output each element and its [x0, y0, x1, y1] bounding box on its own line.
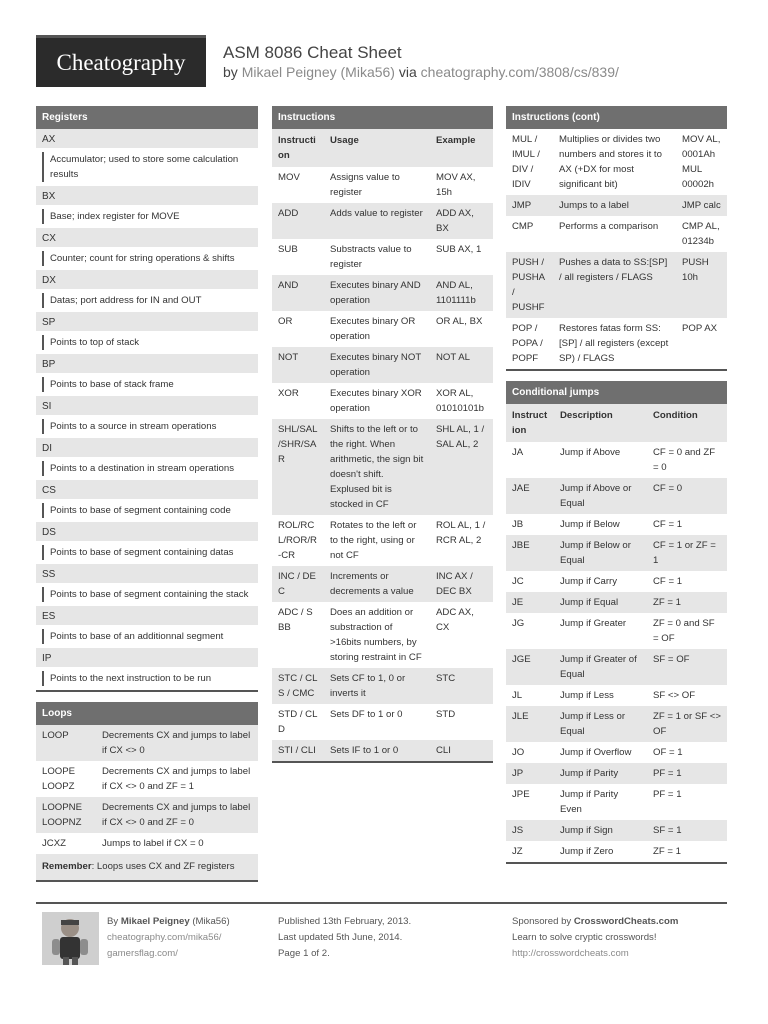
- col-header-condition: Condition: [647, 404, 727, 442]
- instruction-usage: Rotates to the left or to the right, using or not CF: [330, 520, 417, 561]
- instruction-name: ADC / SBB: [278, 607, 313, 633]
- cheatography-logo[interactable]: Cheatography: [36, 35, 206, 87]
- column-3: [506, 106, 727, 874]
- col-header-example: Example: [430, 129, 493, 167]
- remember-text: : Loops uses CX and ZF registers: [91, 861, 235, 872]
- loop-row: [36, 797, 258, 833]
- instructions-cont-panel: [506, 106, 727, 371]
- jump-row: [506, 820, 727, 841]
- jump-description: Jump if Sign: [554, 820, 647, 841]
- footer-author-name[interactable]: Mikael Peigney: [120, 916, 190, 927]
- loop-description: Jumps to label if CX = 0: [102, 838, 204, 849]
- footer-author: [107, 914, 230, 962]
- register-description-text: Points to base of segment containing the stack: [42, 587, 252, 602]
- instruction-name: SUB: [278, 244, 298, 255]
- instruction-example: STC: [430, 668, 493, 704]
- jump-description: Jump if Parity Even: [560, 789, 619, 815]
- instruction-row: [272, 515, 493, 566]
- instructions-cont-title: Instructions (cont): [506, 106, 727, 129]
- loop-description: Decrements CX and jumps to label if CX <> 0: [96, 725, 258, 761]
- avatar-figure-icon: [42, 912, 99, 965]
- jump-row: [506, 535, 727, 571]
- loop-row: [36, 725, 258, 761]
- page-title: ASM 8086 Cheat Sheet: [223, 43, 402, 62]
- footer-sponsor: [512, 914, 678, 962]
- register-description: [36, 625, 258, 648]
- register-description: [36, 457, 258, 480]
- register-description: [36, 499, 258, 522]
- jump-description: Jump if Above or Equal: [554, 478, 647, 514]
- instruction-name: STI / CLI: [272, 740, 324, 761]
- register-name: CS: [36, 480, 258, 499]
- instruction-example: CLI: [430, 740, 493, 761]
- register-name: BX: [36, 186, 258, 205]
- jump-description: Jump if Greater: [560, 618, 627, 629]
- instructions-cont-table: [506, 129, 727, 369]
- footer-sponsor-name[interactable]: CrosswordCheats.com: [573, 916, 679, 927]
- instruction-example: NOT AL: [430, 347, 493, 383]
- jump-condition: CF = 0: [647, 478, 727, 514]
- instruction-example: MOV AL, 0001Ah MUL 00002h: [682, 134, 721, 190]
- jump-instruction: JG: [512, 618, 525, 629]
- instruction-name: STD / CLD: [278, 709, 318, 735]
- instruction-row: [506, 216, 727, 252]
- instruction-row: [272, 203, 493, 239]
- instruction-row: [272, 419, 493, 515]
- loop-row: [36, 761, 258, 797]
- instructions-title: Instructions: [272, 106, 493, 129]
- jump-row: [506, 742, 727, 763]
- register-description: [36, 289, 258, 312]
- jump-row: [506, 613, 727, 649]
- instruction-row: [506, 129, 727, 195]
- register-description: [36, 583, 258, 606]
- instruction-usage: Assigns value to register: [330, 172, 400, 198]
- instruction-example: STD: [436, 709, 456, 720]
- jump-row: [506, 571, 727, 592]
- jump-row: [506, 478, 727, 514]
- col-header-usage: Usage: [324, 129, 430, 167]
- instruction-row: [506, 195, 727, 216]
- instruction-example: SUB AX, 1: [436, 244, 482, 255]
- register-description-text: Points to base of stack frame: [42, 377, 252, 392]
- jump-instruction: JP: [506, 763, 554, 784]
- registers-panel: [36, 106, 258, 692]
- jump-row: [506, 706, 727, 742]
- instruction-row: [272, 239, 493, 275]
- instruction-name: ROL/RCL/ROR/R-CR: [278, 520, 317, 561]
- col-header-instruction: Instruction: [506, 404, 554, 442]
- instructions-panel: [272, 106, 493, 763]
- register-name: SI: [36, 396, 258, 415]
- jump-condition: CF = 1: [653, 519, 683, 530]
- footer-sponsored-label: Sponsored by: [512, 916, 572, 927]
- register-description: [36, 247, 258, 270]
- register-description-text: Datas; port address for IN and OUT: [42, 293, 252, 308]
- instruction-example: JMP calc: [676, 195, 727, 216]
- jump-instruction: JA: [512, 447, 524, 458]
- loops-title: Loops: [36, 702, 258, 725]
- instruction-usage: Shifts to the left or to the right. When arithmetic, the sign bit doesn't shift. Explused bit is stocked in CF: [324, 419, 430, 515]
- jump-condition: SF = OF: [647, 649, 727, 685]
- jump-condition: ZF = 1: [653, 846, 681, 857]
- jump-instruction: JGE: [506, 649, 554, 685]
- jump-row: [506, 784, 727, 820]
- conditional-jumps-title: Conditional jumps: [506, 381, 727, 404]
- jump-description: Jump if Below: [560, 519, 620, 530]
- by-label: by: [223, 64, 238, 80]
- instruction-row: [272, 602, 493, 668]
- loops-panel: [36, 702, 258, 882]
- page-subtitle: [223, 64, 619, 80]
- instruction-example: CMP AL, 01234b: [682, 221, 720, 247]
- instruction-name: POP / POPA / POPF: [512, 323, 543, 364]
- instruction-name: MUL / IMUL / DIV / IDIV: [512, 134, 540, 190]
- instruction-example: OR AL, BX: [436, 316, 483, 327]
- jump-description: Jump if Less: [560, 690, 614, 701]
- register-name: DX: [36, 270, 258, 289]
- instruction-example: MOV AX, 15h: [436, 172, 476, 198]
- instructions-table: [272, 129, 493, 761]
- jump-description: Jump if Equal: [554, 592, 647, 613]
- instruction-row: [272, 347, 493, 383]
- register-description-text: Points to top of stack: [42, 335, 252, 350]
- instruction-name: NOT: [272, 347, 324, 383]
- instruction-usage: Restores fatas form SS:[SP] / all registers (except SP) / FLAGS: [559, 323, 669, 364]
- register-description: [36, 667, 258, 690]
- footer-sponsor-tagline: Learn to solve cryptic crosswords!: [512, 932, 657, 943]
- footer-by: By: [107, 916, 119, 927]
- footer-publication: [278, 914, 411, 962]
- jump-condition: ZF = 1 or SF <> OF: [647, 706, 727, 742]
- register-description-text: Base; index register for MOVE: [42, 209, 252, 224]
- instruction-name: MOV: [278, 172, 300, 183]
- jump-row: [506, 649, 727, 685]
- instruction-usage: Sets CF to 1, 0 or inverts it: [324, 668, 430, 704]
- col-header-description: Description: [554, 404, 647, 442]
- register-name: SP: [36, 312, 258, 331]
- footer-author-link-2[interactable]: gamersflag.com/: [107, 948, 178, 959]
- instruction-row: [272, 740, 493, 761]
- register-description: [36, 205, 258, 228]
- register-description: [36, 148, 258, 186]
- jump-instruction: JC: [512, 576, 524, 587]
- register-name: SS: [36, 564, 258, 583]
- instruction-example: AND AL, 1101111b: [430, 275, 493, 311]
- instruction-name: STC / CLS / CMC: [272, 668, 324, 704]
- jump-instruction: JZ: [512, 846, 523, 857]
- register-name: DS: [36, 522, 258, 541]
- instruction-name: SHL/SAL /SHR/SAR: [272, 419, 324, 515]
- jump-condition: ZF = 1: [647, 592, 727, 613]
- loop-instruction: JCXZ: [42, 838, 66, 849]
- jump-condition: ZF = 0 and SF = OF: [653, 618, 715, 644]
- instruction-row: [272, 566, 493, 602]
- register-name: BP: [36, 354, 258, 373]
- jump-description: Jump if Greater of Equal: [554, 649, 647, 685]
- via-label: via: [398, 64, 417, 80]
- remember-label: Remember: [42, 861, 92, 872]
- instruction-name: JMP: [506, 195, 553, 216]
- register-description-text: Points to the next instruction to be run: [42, 671, 252, 686]
- jump-instruction: JE: [506, 592, 554, 613]
- jump-row: [506, 763, 727, 784]
- jump-description: Jump if Zero: [560, 846, 614, 857]
- loop-row: [36, 833, 258, 854]
- jump-description: Jump if Carry: [560, 576, 618, 587]
- registers-list: [36, 129, 258, 690]
- footer-author-handle: (Mika56): [192, 916, 230, 927]
- footer-updated: Last updated 5th June, 2014.: [278, 932, 403, 943]
- instruction-usage: Multiplies or divides two numbers and stores it to AX (+DX for most significant bit): [559, 134, 662, 190]
- instruction-usage: Pushes a data to SS:[SP] / all registers / FLAGS: [553, 252, 676, 318]
- register-description: [36, 331, 258, 354]
- jump-row: [506, 514, 727, 535]
- jump-instruction: JPE: [512, 789, 530, 800]
- column-2: [272, 106, 493, 773]
- instruction-example: XOR AL, 01010101b: [436, 388, 485, 414]
- instruction-row: [272, 668, 493, 704]
- jump-instruction: JO: [512, 747, 525, 758]
- register-description: [36, 415, 258, 438]
- loop-description: Decrements CX and jumps to label if CX <> 0 and ZF = 0: [96, 797, 258, 833]
- instruction-usage: Sets IF to 1 or 0: [324, 740, 430, 761]
- register-description-text: Points to base of segment containing code: [42, 503, 252, 518]
- jump-instruction: JBE: [506, 535, 554, 571]
- instruction-row: [506, 318, 727, 369]
- instruction-usage: Substracts value to register: [330, 244, 412, 270]
- footer-sponsor-url[interactable]: http://crosswordcheats.com: [512, 948, 629, 959]
- register-name: ES: [36, 606, 258, 625]
- jump-description: Jump if Above: [560, 447, 621, 458]
- jump-condition: OF = 1: [653, 747, 683, 758]
- footer-page: Page 1 of 2.: [278, 948, 330, 959]
- register-name: IP: [36, 648, 258, 667]
- loops-remember: [36, 854, 258, 880]
- instruction-example: INC AX / DEC BX: [430, 566, 493, 602]
- loop-description: Decrements CX and jumps to label if CX <> 0 and ZF = 1: [102, 766, 251, 792]
- footer: [36, 902, 727, 982]
- footer-author-link-1[interactable]: cheatography.com/mika56/: [107, 932, 222, 943]
- jump-description: Jump if Below or Equal: [554, 535, 647, 571]
- instruction-name: INC / DEC: [272, 566, 324, 602]
- jump-row: [506, 685, 727, 706]
- jump-condition: PF = 1: [653, 789, 682, 800]
- register-name: DI: [36, 438, 258, 457]
- instruction-usage: Adds value to register: [324, 203, 430, 239]
- conditional-jumps-table: [506, 404, 727, 862]
- instruction-row: [272, 704, 493, 740]
- author-link[interactable]: Mikael Peigney (Mika56): [241, 64, 395, 80]
- footer-published: Published 13th February, 2013.: [278, 916, 412, 927]
- register-description-text: Accumulator; used to store some calculation results: [42, 152, 252, 182]
- jump-condition: SF <> OF: [653, 690, 696, 701]
- register-description-text: Points to base of segment containing datas: [42, 545, 252, 560]
- register-name: AX: [36, 129, 258, 148]
- register-description-text: Points to a destination in stream operations: [42, 461, 252, 476]
- register-description-text: Points to base of an additionnal segment: [42, 629, 252, 644]
- instruction-row: [506, 252, 727, 318]
- instruction-usage: Jumps to a label: [553, 195, 676, 216]
- instruction-name: AND: [272, 275, 324, 311]
- instruction-row: [272, 167, 493, 203]
- loops-table: [36, 725, 258, 854]
- instruction-row: [272, 383, 493, 419]
- instruction-example: ADC AX, CX: [436, 607, 474, 633]
- instruction-example: POP AX: [682, 323, 718, 334]
- loop-instruction: LOOPE LOOPZ: [42, 766, 76, 792]
- instruction-usage: Executes binary OR operation: [330, 316, 416, 342]
- column-1: [36, 106, 258, 892]
- conditional-jumps-panel: [506, 381, 727, 864]
- jump-row: [506, 442, 727, 478]
- instruction-name: OR: [278, 316, 293, 327]
- instruction-example: PUSH 10h: [676, 252, 727, 318]
- jump-instruction: JAE: [506, 478, 554, 514]
- register-description-text: Points to a source in stream operations: [42, 419, 252, 434]
- jump-condition: CF = 1 or ZF = 1: [647, 535, 727, 571]
- instruction-usage: Executes binary NOT operation: [324, 347, 430, 383]
- jump-description: Jump if Less or Equal: [554, 706, 647, 742]
- jump-condition: CF = 0 and ZF = 0: [653, 447, 716, 473]
- jump-row: [506, 592, 727, 613]
- instruction-usage: Sets DF to 1 or 0: [330, 709, 403, 720]
- instruction-usage: Does an addition or substraction of >16bits numbers, by storing restraint in CF: [330, 607, 422, 663]
- registers-title: Registers: [36, 106, 258, 129]
- jump-description: Jump if Overflow: [560, 747, 632, 758]
- jump-row: [506, 841, 727, 862]
- jump-instruction: JB: [512, 519, 524, 530]
- instruction-usage: Executes binary XOR operation: [330, 388, 422, 414]
- instruction-usage: Increments or decrements a value: [324, 566, 430, 602]
- instruction-example: ADD AX, BX: [430, 203, 493, 239]
- jump-description: Jump if Parity: [554, 763, 647, 784]
- jump-condition: PF = 1: [647, 763, 727, 784]
- loop-instruction: LOOPNE LOOPNZ: [36, 797, 96, 833]
- register-description: [36, 373, 258, 396]
- instruction-example: ROL AL, 1 / RCR AL, 2: [436, 520, 486, 546]
- register-description-text: Counter; count for string operations & shifts: [42, 251, 252, 266]
- col-header-instruction: Instruction: [272, 129, 324, 167]
- sheet-url-link[interactable]: cheatography.com/3808/cs/839/: [420, 64, 619, 80]
- instruction-usage: Executes binary AND operation: [324, 275, 430, 311]
- jump-condition: CF = 1: [653, 576, 683, 587]
- author-avatar[interactable]: [42, 912, 99, 965]
- instruction-name: ADD: [272, 203, 324, 239]
- instruction-name: XOR: [278, 388, 299, 399]
- instruction-row: [272, 275, 493, 311]
- jump-instruction: JL: [512, 690, 523, 701]
- instruction-name: PUSH / PUSHA / PUSHF: [506, 252, 553, 318]
- jump-instruction: JS: [506, 820, 554, 841]
- instruction-example: SHL AL, 1 / SAL AL, 2: [430, 419, 493, 515]
- jump-instruction: JLE: [506, 706, 554, 742]
- register-name: CX: [36, 228, 258, 247]
- jump-condition: SF = 1: [647, 820, 727, 841]
- instruction-name: CMP: [512, 221, 534, 232]
- instruction-row: [272, 311, 493, 347]
- instruction-usage: Performs a comparison: [559, 221, 659, 232]
- register-description: [36, 541, 258, 564]
- loop-instruction: LOOP: [36, 725, 96, 761]
